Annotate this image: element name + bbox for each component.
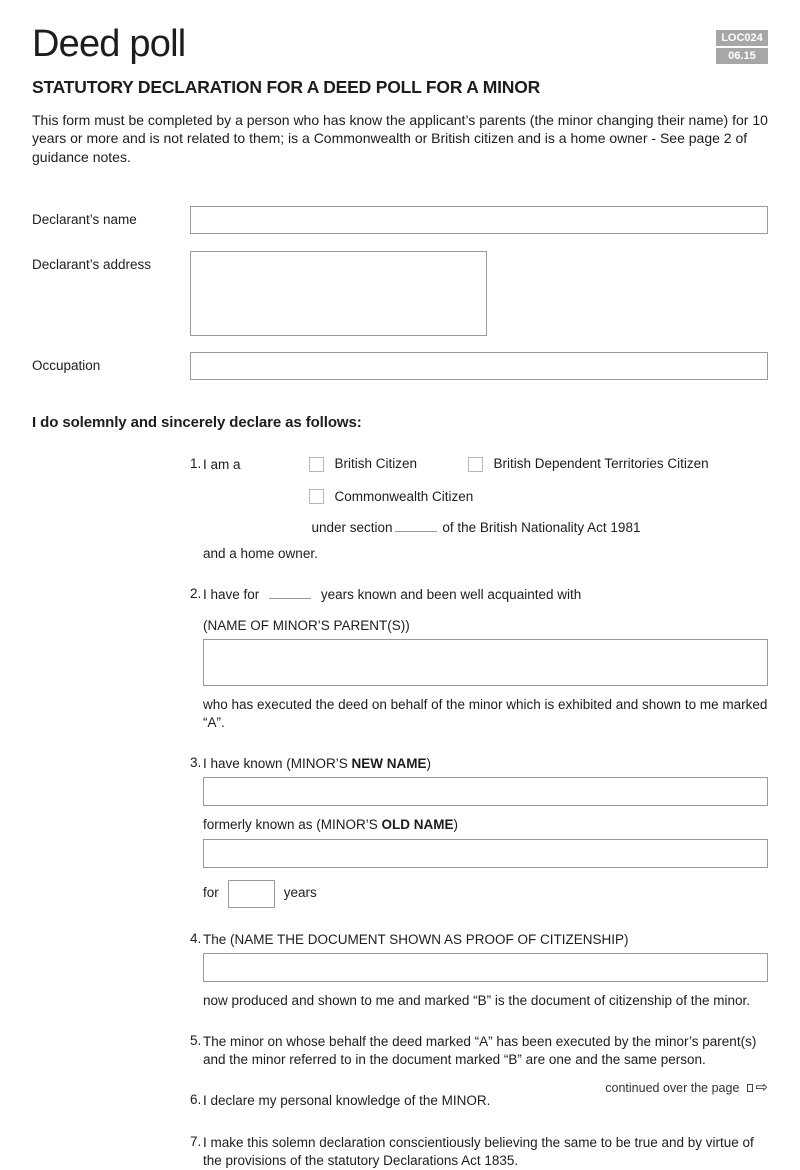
declarant-address-row	[32, 251, 768, 336]
declarant-address-label: Declarant’s address	[32, 257, 152, 273]
item-6-text: I declare my personal knowledge of the MINOR.	[203, 1093, 491, 1109]
home-owner-text: and a home owner.	[203, 546, 318, 562]
item-4-lead-prefix: The	[203, 931, 231, 947]
item-2-lead-row	[203, 586, 768, 604]
declarant-name-row	[32, 206, 768, 234]
item-1-lead: I am a	[203, 457, 241, 473]
item-4-number: 4.	[190, 930, 202, 946]
declaration-item-7	[190, 1134, 768, 1170]
intro-text: This form must be completed by a person who has know the applicant’s parents (the minor changing their name) for 10 years or more and is not related to them; is a Commonwealth or British citizen and is a home owner - See page 2 of guidance notes.	[32, 112, 768, 165]
item-2-content	[203, 586, 768, 732]
british-citizen-checkbox[interactable]	[309, 457, 324, 472]
declaration-item-3	[190, 755, 768, 907]
new-name-caption-row	[203, 755, 768, 773]
declarant-name-input[interactable]	[190, 206, 768, 234]
british-citizen-label: British Citizen	[334, 456, 418, 472]
old-name-bold: OLD NAME	[381, 817, 454, 833]
declarant-fields	[32, 206, 768, 380]
form-version: 06.15	[716, 48, 768, 64]
citizen-checkbox-row-2	[309, 488, 768, 506]
minor-new-name-input[interactable]	[203, 777, 768, 806]
item-3-lead-prefix: I have known (MINOR’S	[203, 756, 352, 772]
item-6-number: 6.	[190, 1092, 202, 1108]
minor-old-name-input[interactable]	[203, 839, 768, 868]
commonwealth-citizen-checkbox[interactable]	[309, 489, 324, 504]
declaration-heading: I do solemnly and sincerely declare as follows:	[32, 414, 362, 432]
occupation-row	[32, 352, 768, 380]
item-1-number: 1.	[190, 456, 202, 472]
form-subtitle: STATUTORY DECLARATION FOR A DEED POLL FOR A MINOR	[32, 77, 541, 97]
formerly-suffix: )	[453, 817, 459, 833]
item-4-content	[203, 931, 768, 1010]
item-3-lead-suffix: )	[426, 756, 432, 772]
page-icon	[747, 1084, 753, 1092]
old-name-caption-row	[203, 816, 768, 834]
parents-name-caption: (NAME OF MINOR’S PARENT(S))	[203, 617, 410, 633]
form-code: LOC024	[716, 30, 768, 46]
page-title: Deed poll	[32, 23, 186, 65]
continued-text: continued over the page	[605, 1080, 740, 1095]
british-dependent-territories-label: British Dependent Territories Citizen	[493, 456, 709, 472]
new-name-bold: NEW NAME	[351, 756, 427, 772]
item-2-number: 2.	[190, 586, 202, 602]
item-4-after-text: now produced and shown to me and marked “B” is the document of citizenship of the minor.	[203, 992, 751, 1008]
years-label: years	[283, 885, 317, 901]
declaration-item-2	[190, 586, 768, 732]
under-section-after: of the British Nationality Act 1981	[442, 519, 641, 535]
item-3-number: 3.	[190, 755, 202, 771]
declaration-item-4	[190, 931, 768, 1010]
item-2-after-text: who has executed the deed on behalf of the minor which is exhibited and shown to me marked “A”.	[203, 696, 768, 730]
known-for-years-row	[203, 880, 768, 908]
declarant-name-label: Declarant’s name	[32, 212, 137, 228]
item-3-content	[203, 755, 768, 907]
for-label: for	[203, 885, 219, 901]
document-caption: (NAME THE DOCUMENT SHOWN AS PROOF OF CITIZENSHIP)	[230, 931, 629, 947]
item-7-number: 7.	[190, 1133, 202, 1149]
declaration-item-5	[190, 1033, 768, 1069]
known-years-input[interactable]	[228, 880, 275, 908]
item-2-lead-before: I have for	[203, 587, 260, 603]
declaration-list	[190, 456, 768, 1170]
section-number-blank[interactable]	[395, 520, 437, 532]
item-7-text: I make this solemn declaration conscientiously believing the same to be true and by virtue of the provisions of the statutory Declarations Act 1835.	[203, 1134, 754, 1168]
commonwealth-citizen-label: Commonwealth Citizen	[334, 488, 474, 504]
under-section-row	[312, 519, 768, 537]
under-section-before: under section	[311, 519, 393, 535]
formerly-prefix: formerly known as (MINOR’S	[203, 817, 382, 833]
british-dependent-territories-checkbox[interactable]	[468, 457, 483, 472]
occupation-input[interactable]	[190, 352, 768, 380]
footer	[605, 1080, 768, 1095]
item-5-text: The minor on whose behalf the deed marked “A” has been executed by the minor’s parent(s) and the minor referred to in the document marked “B” are one and the same person.	[203, 1034, 757, 1068]
declaration-item-6	[190, 1092, 768, 1110]
next-page-arrow-icon: ⇨	[755, 1078, 768, 1096]
document-caption-row	[203, 931, 768, 949]
citizenship-document-input[interactable]	[203, 953, 768, 982]
header	[32, 24, 768, 66]
parents-name-input[interactable]	[203, 639, 768, 686]
item-1-content	[203, 456, 768, 563]
known-years-blank[interactable]	[269, 587, 311, 599]
citizen-checkbox-row-1	[309, 455, 768, 473]
form-code-badge	[716, 30, 768, 66]
item-2-lead-after: years known and been well acquainted with	[320, 587, 582, 603]
declarant-address-input[interactable]	[190, 251, 487, 336]
declaration-item-1	[190, 456, 768, 563]
occupation-label: Occupation	[32, 358, 101, 374]
item-5-number: 5.	[190, 1033, 202, 1049]
